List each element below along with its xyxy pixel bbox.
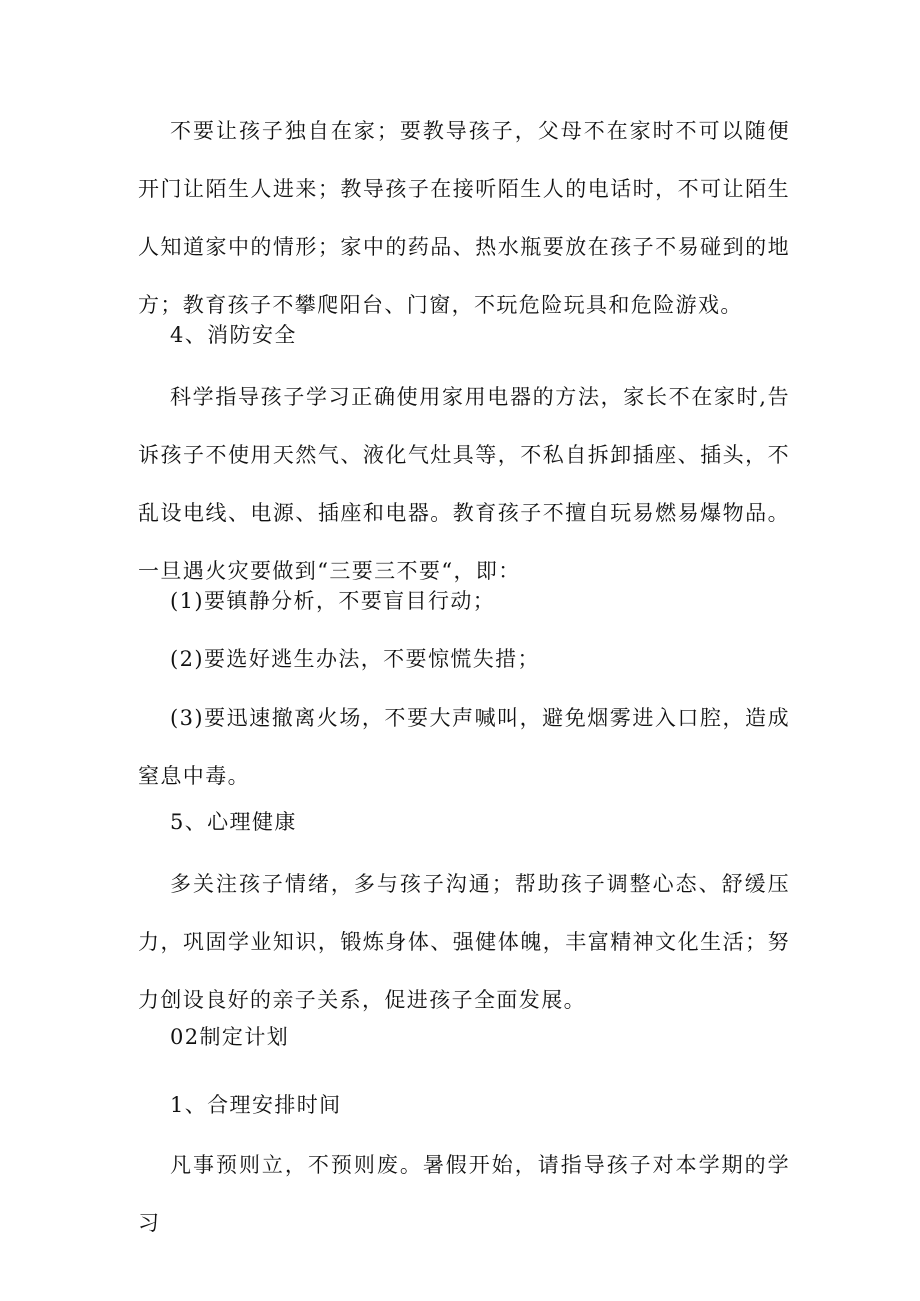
list-item-2: (2)要选好逃生办法，不要惊慌失措； <box>170 647 540 671</box>
heading-arrange-time: 1、合理安排时间 <box>170 1093 342 1117</box>
heading-fire-safety: 4、消防安全 <box>170 323 297 347</box>
paragraph-fire-safety: 科学指导孩子学习正确使用家用电器的方法，家长不在家时,告诉孩子不使用天然气、液化气灶具等，不私自拆卸插座、插头，不乱设电线、电源、插座和电器。教育孩子不擅自玩易燃易爆物品。一旦遇火灾要做到“三要三不要“，即： <box>138 385 790 583</box>
list-item-3: (3)要迅速撤离火场，不要大声喊叫，避免烟雾进入口腔，造成窒息中毒。 <box>138 706 790 788</box>
paragraph-home-safety: 不要让孩子独自在家；要教导孩子，父母不在家时不可以随便开门让陌生人进来；教导孩子在接听陌生人的电话时，不可让陌生人知道家中的情形；家中的药品、热水瓶要放在孩子不易碰到的地方；教育孩子不攀爬阳台、门窗，不玩危险玩具和危险游戏。 <box>138 119 790 317</box>
paragraph-mental-health: 多关注孩子情绪，多与孩子沟通；帮助孩子调整心态、舒缓压力，巩固学业知识，锻炼身体、强健体魄，丰富精神文化生活；努力创设良好的亲子关系，促进孩子全面发展。 <box>138 872 790 1012</box>
paragraph-arrange-time: 凡事预则立，不预则废。暑假开始，请指导孩子对本学期的学习 <box>138 1153 790 1235</box>
heading-make-plan: 02制定计划 <box>170 1025 290 1049</box>
list-item-1: (1)要镇静分析，不要盲目行动； <box>170 589 496 613</box>
heading-mental-health: 5、心理健康 <box>170 810 297 834</box>
